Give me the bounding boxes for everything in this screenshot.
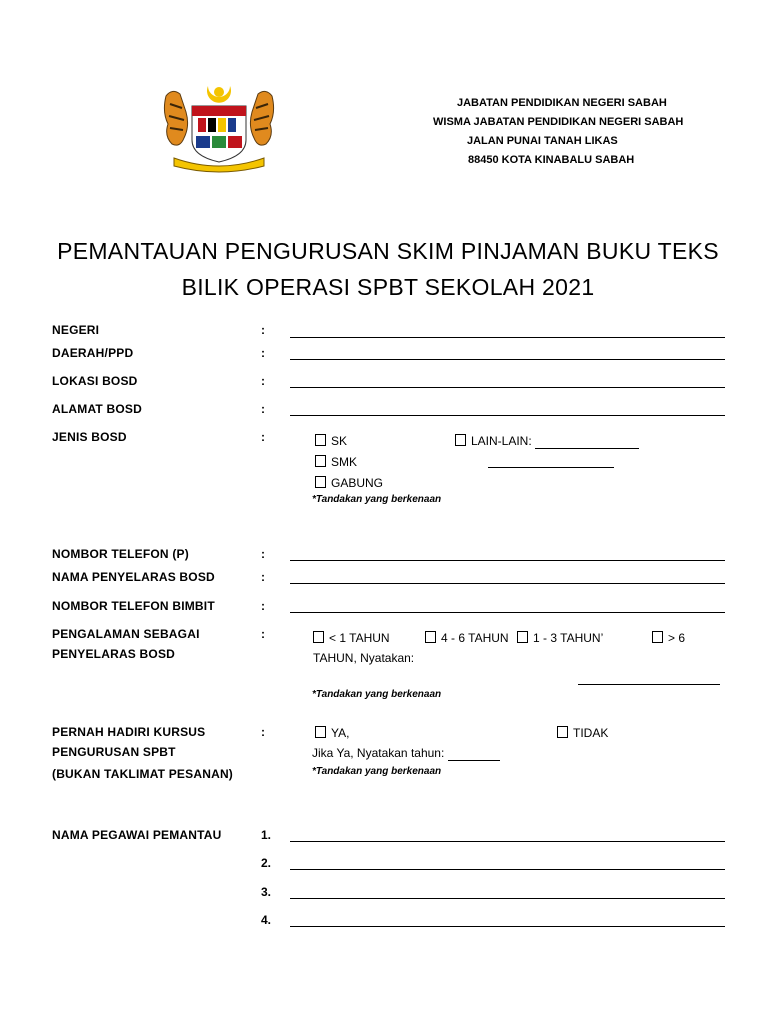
pegawai-1-input-line[interactable] xyxy=(290,841,725,842)
option-1-3-label: 1 - 3 TAHUN’ xyxy=(533,631,604,645)
nama-penyelaras-input-line[interactable] xyxy=(290,583,725,584)
note-tandakan: *Tandakan yang berkenaan xyxy=(312,494,442,505)
colon: : xyxy=(261,547,265,561)
pegawai-number-3: 3. xyxy=(261,885,272,899)
field-label-kursus-3: (BUKAN TAKLIMAT PESANAN) xyxy=(52,767,234,781)
field-label-jenis: JENIS BOSD xyxy=(52,430,127,444)
field-label-lokasi: LOKASI BOSD xyxy=(52,374,138,388)
option-sk-label: SK xyxy=(331,434,348,448)
option-lebih-6-label: > 6 xyxy=(668,631,686,645)
note-tandakan: *Tandakan yang berkenaan xyxy=(312,689,442,700)
field-label-nama-penyelaras: NAMA PENYELARAS BOSD xyxy=(52,570,215,584)
header-line-4: 88450 KOTA KINABALU SABAH xyxy=(468,154,635,166)
option-kurang-1-tahun[interactable] xyxy=(313,630,390,646)
checkbox-icon[interactable] xyxy=(557,726,568,738)
header-line-1: JABATAN PENDIDIKAN NEGERI SABAH xyxy=(457,97,667,109)
option-kurang-1-label: < 1 TAHUN xyxy=(329,631,390,645)
field-label-pengalaman-1: PENGALAMAN SEBAGAI xyxy=(52,627,200,641)
checkbox-icon[interactable] xyxy=(652,631,663,643)
colon: : xyxy=(261,570,265,584)
kursus-tahun-input-line[interactable] xyxy=(448,748,500,761)
option-lain-label: LAIN-LAIN: xyxy=(471,434,532,448)
page-title-line-1: PEMANTAUAN PENGURUSAN SKIM PINJAMAN BUKU TEKS xyxy=(57,238,719,264)
option-tidak[interactable] xyxy=(557,725,608,741)
checkbox-icon[interactable] xyxy=(313,631,324,643)
pegawai-number-4: 4. xyxy=(261,913,272,927)
colon: : xyxy=(261,323,265,337)
field-label-daerah: DAERAH/PPD xyxy=(52,346,134,360)
colon: : xyxy=(261,374,265,388)
checkbox-icon[interactable] xyxy=(425,631,436,643)
option-1-3-tahun[interactable] xyxy=(517,630,603,646)
colon: : xyxy=(261,402,265,416)
telefon-bimbit-input-line[interactable] xyxy=(290,612,725,613)
option-lain-lain[interactable] xyxy=(455,433,639,449)
colon: : xyxy=(261,430,265,444)
option-4-6-tahun[interactable] xyxy=(425,630,509,646)
checkbox-icon[interactable] xyxy=(455,434,466,446)
option-4-6-label: 4 - 6 TAHUN xyxy=(441,631,509,645)
option-gabung[interactable] xyxy=(315,475,383,491)
checkbox-icon[interactable] xyxy=(315,434,326,446)
field-label-pegawai: NAMA PEGAWAI PEMANTAU xyxy=(52,828,222,842)
negeri-input-line[interactable] xyxy=(290,337,725,338)
daerah-input-line[interactable] xyxy=(290,359,725,360)
pegawai-4-input-line[interactable] xyxy=(290,926,725,927)
alamat-input-line[interactable] xyxy=(290,415,725,416)
kursus-tahun-label: Jika Ya, Nyatakan tahun: xyxy=(312,746,445,760)
option-smk[interactable] xyxy=(315,454,357,470)
field-label-pengalaman-2: PENYELARAS BOSD xyxy=(52,647,176,661)
pengalaman-nyatakan-line[interactable] xyxy=(578,684,720,685)
field-label-telefon-p: NOMBOR TELEFON (P) xyxy=(52,547,189,561)
field-label-negeri: NEGERI xyxy=(52,323,100,337)
option-sk[interactable] xyxy=(315,433,347,449)
checkbox-icon[interactable] xyxy=(517,631,528,643)
option-tidak-label: TIDAK xyxy=(573,726,609,740)
lain-lain-input-line[interactable] xyxy=(535,436,639,449)
checkbox-icon[interactable] xyxy=(315,726,326,738)
colon: : xyxy=(261,599,265,613)
field-label-telefon-bimbit: NOMBOR TELEFON BIMBIT xyxy=(52,599,215,613)
pegawai-3-input-line[interactable] xyxy=(290,898,725,899)
colon: : xyxy=(261,346,265,360)
field-label-kursus-2: PENGURUSAN SPBT xyxy=(52,745,176,759)
pegawai-2-input-line[interactable] xyxy=(290,869,725,870)
colon: : xyxy=(261,725,265,739)
pegawai-number-1: 1. xyxy=(261,828,272,842)
lain-lain-second-line[interactable] xyxy=(488,467,614,468)
header-line-2: WISMA JABATAN PENDIDIKAN NEGERI SABAH xyxy=(433,116,684,128)
pegawai-number-2: 2. xyxy=(261,856,272,870)
colon: : xyxy=(261,627,265,641)
page-title-line-2: BILIK OPERASI SPBT SEKOLAH 2021 xyxy=(181,274,595,300)
checkbox-icon[interactable] xyxy=(315,476,326,488)
coat-of-arms-logo xyxy=(160,82,278,174)
kursus-tahun xyxy=(312,745,500,761)
option-lebih-6-cont: TAHUN, Nyatakan: xyxy=(313,651,415,665)
checkbox-icon[interactable] xyxy=(315,455,326,467)
option-smk-label: SMK xyxy=(331,455,358,469)
note-tandakan: *Tandakan yang berkenaan xyxy=(312,766,442,777)
option-gabung-label: GABUNG xyxy=(331,476,384,490)
telefon-p-input-line[interactable] xyxy=(290,560,725,561)
option-lebih-6-tahun[interactable] xyxy=(652,630,685,646)
option-ya[interactable] xyxy=(315,725,349,741)
option-ya-label: YA, xyxy=(331,726,350,740)
lokasi-input-line[interactable] xyxy=(290,387,725,388)
field-label-kursus-1: PERNAH HADIRI KURSUS xyxy=(52,725,206,739)
header-line-3: JALAN PUNAI TANAH LIKAS xyxy=(467,135,618,147)
field-label-alamat: ALAMAT BOSD xyxy=(52,402,142,416)
